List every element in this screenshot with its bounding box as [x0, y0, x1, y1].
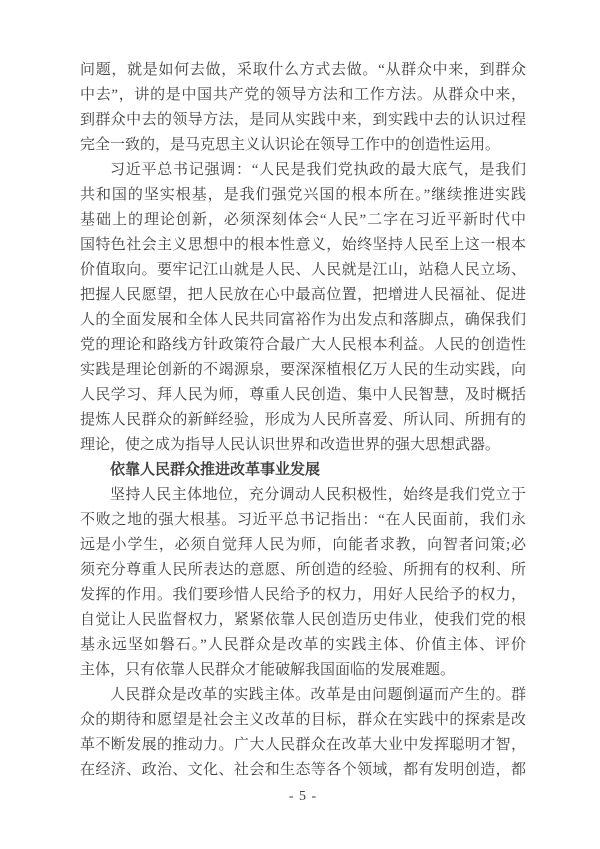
text-line: 提炼人民群众的新鲜经验，形成为人民所喜爱、所认同、所拥有的 — [80, 412, 526, 428]
text-line: 革不断发展的推动力。广大人民群众在改革大业中发挥聪明才智， — [80, 737, 526, 753]
text-line: 到群众中去的领导方法，是同从实践中来，到实践中去的认识过程 — [80, 112, 526, 128]
text-line: 发挥的作用。我们要珍惜人民给予的权力，用好人民给予的权力， — [80, 587, 526, 603]
text-line: 把握人民愿望，把人民放在心中最高位置，把增进人民福祉、促进 — [80, 287, 526, 303]
text-line: 实践是理论创新的不竭源泉，要深深植根亿万人民的生动实践，向 — [80, 362, 526, 378]
section-heading — [80, 458, 526, 483]
document-text-block — [80, 58, 526, 783]
text-line: 基础上的理论创新，必须深刻体会“人民”二字在习近平新时代中 — [80, 212, 526, 228]
text-line: 不败之地的强大根基。习近平总书记指出：“在人民面前，我们永 — [80, 512, 526, 528]
text-line: 远是小学生，必须自觉拜人民为师，向能者求教，向智者问策;必 — [80, 537, 526, 553]
text-line: 人民学习、拜人民为师，尊重人民创造、集中人民智慧，及时概括 — [80, 387, 526, 403]
text-line: 共和国的坚实根基，是我们强党兴国的根本所在。”继续推进实践 — [80, 187, 526, 203]
text-line: 须充分尊重人民所表达的意愿、所创造的经验、所拥有的权利、所 — [80, 562, 526, 578]
text-line: 众的期待和愿望是社会主义改革的目标，群众在实践中的探索是改 — [80, 712, 526, 728]
text-line: 自觉让人民监督权力，紧紧依靠人民创造历史伟业，使我们党的根 — [80, 612, 526, 628]
section-heading-text: 依靠人民群众推进改革事业发展 — [110, 462, 321, 478]
text-line: 理论，使之成为指导人民认识世界和改造世界的强大思想武器。 — [80, 437, 501, 453]
paragraph-rely-on-people — [80, 483, 526, 683]
text-line: 问题，就是如何去做，采取什么方式去做。“从群众中来，到群众 — [80, 62, 526, 78]
page-number: - 5 - — [288, 789, 318, 804]
text-line: 中去”，讲的是中国共产党的领导方法和工作方法。从群众中来， — [80, 87, 526, 103]
text-line: 习近平总书记强调：“人民是我们党执政的最大底气，是我们 — [110, 162, 526, 178]
text-line: 完全一致的，是马克思主义认识论在领导工作中的创造性运用。 — [80, 137, 501, 153]
text-line: 在经济、政治、文化、社会和生态等各个领域，都有发明创造，都 — [80, 762, 526, 778]
text-line: 坚持人民主体地位，充分调动人民积极性，始终是我们党立于 — [110, 487, 526, 503]
text-line: 人民群众是改革的实践主体。改革是由问题倒逼而产生的。群 — [110, 687, 526, 703]
text-line: 价值取向。要牢记江山就是人民、人民就是江山，站稳人民立场、 — [80, 262, 526, 278]
text-line: 国特色社会主义思想中的根本性意义，始终坚持人民至上这一根本 — [80, 237, 526, 253]
paragraph-people-foundation — [80, 158, 526, 458]
text-line: 基永远坚如磐石。”人民群众是改革的实践主体、价值主体、评价 — [80, 637, 526, 653]
text-line: 人的全面发展和全体人民共同富裕作为出发点和落脚点，确保我们 — [80, 312, 526, 328]
paragraph-continuation — [80, 58, 526, 158]
text-line: 党的理论和路线方针政策符合最广大人民根本利益。人民的创造性 — [80, 337, 526, 353]
text-line: 主体，只有依靠人民群众才能破解我国面临的发展难题。 — [80, 662, 456, 678]
paragraph-practice-subject — [80, 683, 526, 783]
